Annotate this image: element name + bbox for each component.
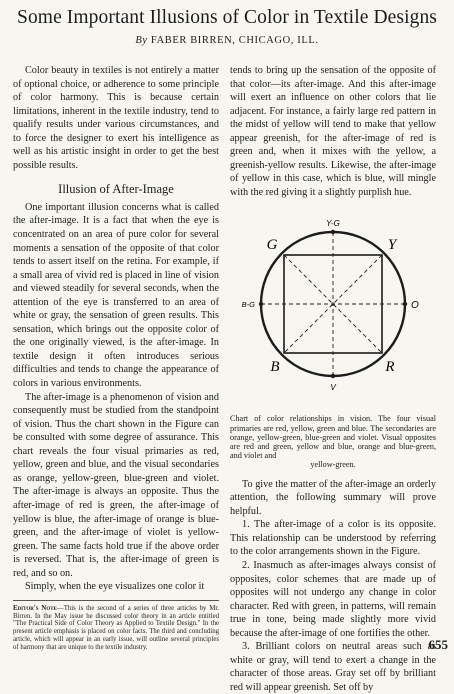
paragraph: To give the matter of the after-image an orderly attention, the following summary will prove helpful.	[230, 478, 436, 517]
label-violet: V	[330, 383, 336, 393]
label-yellow: Y	[387, 237, 397, 254]
paragraph: One important illusion concerns what is called the after-image. It is a fact that when the eye is concentrated on an area of pure color for several moments a sensation of the opposite of that color tends to assert itself on the retina. For example, if a small area of vivid red is placed in line of vision and viewed steadily for several seconds, when the attention of the eye is transferred to an area of white or gray, the sensation of green results. This sensation, which brings out the opposite color of the one originally viewed, is the after-image. In textile design it often introduces serious difficulties and tends to change the appearance of colors in various environments.	[13, 201, 219, 390]
editors-note	[13, 600, 219, 652]
caption-end: yellow-green.	[310, 460, 356, 470]
byline	[0, 35, 454, 46]
color-relationship-diagram	[230, 199, 436, 414]
label-yellow-green: Y-G	[326, 219, 340, 229]
node-dot	[403, 302, 407, 306]
label-red: R	[385, 359, 395, 376]
node-dot	[331, 230, 335, 234]
left-column	[13, 64, 219, 652]
paragraph: 2. Inasmuch as after-images always consist of opposites, color schemes that are made up of opposites will not undergo any change in color character. Red with green, in patterns, will remain true in tone, being made slightly more vivid because the after-image of one fortifies the other.	[230, 559, 436, 639]
paragraph: tends to bring up the sensation of the opposite of that color—its after-image. And this after-image will exert an influence on other colors that lie adjacent. For instance, a fairly large red pattern in the midst of yellow will tend to make that yellow appear greenish, for the after-image of red is green and, when it mixes with the yellow, a greenish-yellow results. Likewise, the after-image of yellow in this case, which is blue, will mingle with the red giving it a slightly purplish hue.	[230, 65, 436, 198]
node-dot	[259, 302, 263, 306]
page-number: 655	[428, 637, 448, 652]
paragraph: 3. Brilliant colors on neutral areas such as white or gray, will tend to exert a change in the character of those areas. Gray set off by brilliant red will appear greenish. Set off by	[230, 641, 436, 693]
paragraph: Simply, when the eye visualizes one color it	[25, 581, 205, 593]
paragraph: The after-image is a phenomenon of vision and consequently must be studied from the standpoint of vision. Thus the chart shown in the Figure can be consulted with some degree of assurance. This chart reveals the four visual primaries as red, yellow, green and blue, and the visual secondaries as orange, yellow-green, blue-green and violet. The after-image is always an opposite. Thus the after-image of red is green, the after-image of yellow is blue, the after-image of orange is blue-green, and the after-image of violet is yellow-green. The same facts hold true if the above order is reversed. That is, the after-image of green is red, and so on.	[13, 391, 219, 579]
editors-note-text: —This is the second of a series of three articles by Mr. Birren. In the May issue he discussed color theory in an article entitled "The Practical Side of Color Theory as Applied to Textile Design." In the present article emphasis is placed on color facts. The third and concluding article, which will appear in an early issue, will outline several principles of harmony that are unique to the textile industry.	[13, 604, 219, 651]
article-title: Some Important Illusions of Color in Textile Designs	[17, 7, 437, 28]
paragraph: 1. The after-image of a color is its opposite. This relationship can be understood by referring to the color arrangements shown in the Figure.	[230, 519, 436, 558]
editors-note-label: Editor's Note	[13, 604, 57, 612]
intro-paragraph: Color beauty in textiles is not entirely a matter of optional choice, or adherence to some principle of color harmony. This is because certain limitations, inherent in the textile industry, tend to qualify results under various circumstances, and to force the designer to exert his intelligence as well as his artistic insight in order to get the best possible results.	[13, 65, 219, 171]
section-heading: Illusion of After-Image	[58, 182, 174, 197]
label-green: G	[266, 237, 278, 254]
right-column	[230, 64, 436, 694]
caption-text: Chart of color relationships in vision. The four visual primaries are red, yellow, green and blue. The secondaries are orange, yellow-green, blue-green and violet. Visual opposites are red and green, yellow and blue, orange and blue-green, and violet and	[230, 414, 436, 461]
figure-caption	[230, 414, 436, 469]
label-blue: B	[270, 359, 280, 376]
byline-prefix: By	[135, 35, 148, 46]
byline-author: FABER BIRREN, CHICAGO, ILL.	[150, 35, 319, 46]
label-orange: O	[411, 300, 419, 312]
label-blue-green: B-G	[241, 300, 255, 310]
node-dot	[331, 374, 335, 378]
